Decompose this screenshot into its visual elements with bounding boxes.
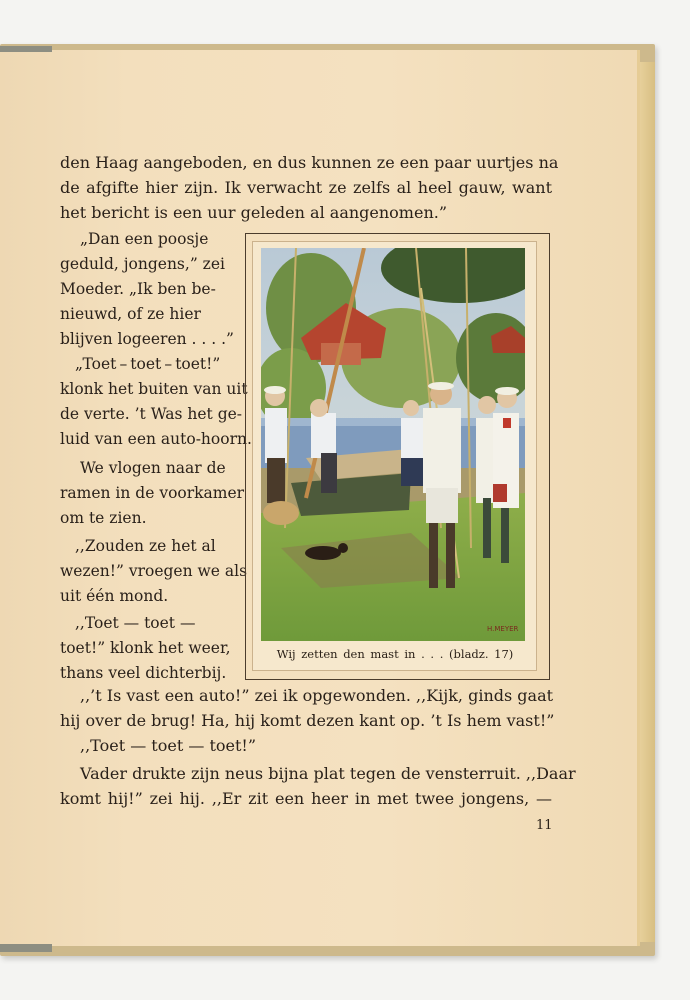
text-line: nieuwd, of ze hier bbox=[60, 305, 201, 323]
text-line: We vlogen naar de bbox=[80, 459, 226, 477]
text-line: wezen!” vroegen we als bbox=[60, 562, 248, 580]
illustration-caption: Wij zetten den mast in . . . (bladz. 17) bbox=[276, 647, 514, 661]
text-line: geduld, jongens,” zei bbox=[60, 255, 225, 273]
text-line: de afgifte hier zijn. Ik verwacht ze zelfs al heel gauw, want bbox=[60, 178, 552, 197]
text-line: Moeder. „Ik ben be- bbox=[60, 280, 216, 298]
illustration-plate bbox=[245, 233, 550, 680]
text-line: komt hij!” zei hij. ,,Er zit een heer in met twee jongens, — bbox=[60, 789, 552, 808]
text-line: om te zien. bbox=[60, 509, 147, 527]
text-line: de verte. ’t Was het ge- bbox=[60, 405, 243, 423]
text-line: ramen in de voorkamer bbox=[60, 484, 245, 502]
text-line: den Haag aangeboden, en dus kunnen ze een paar uurtjes na bbox=[60, 153, 559, 172]
page-number: 11 bbox=[536, 818, 553, 833]
text-line: ,,Toet — toet — bbox=[75, 614, 196, 632]
text-line: klonk het buiten van uit bbox=[60, 380, 248, 398]
text-line: „Toet – toet – toet!” bbox=[75, 355, 221, 373]
text-line: luid van een auto-hoorn. bbox=[60, 430, 252, 448]
illustration-signature: H.MEYER bbox=[487, 625, 519, 633]
text-line: het bericht is een uur geleden al aangenomen.” bbox=[60, 203, 448, 222]
text-line: ,,Toet — toet — toet!” bbox=[80, 736, 257, 755]
text-line: ,,’t Is vast een auto!” zei ik opgewonden. ,,Kijk, ginds gaat bbox=[80, 686, 554, 705]
text-line: uit één mond. bbox=[60, 587, 169, 605]
spine-edge-bottom bbox=[0, 944, 52, 952]
text-line: thans veel dichterbij. bbox=[60, 664, 227, 682]
text-line: Vader drukte zijn neus bijna plat tegen de vensterruit. ,,Daar bbox=[80, 764, 576, 783]
text-line: „Dan een poosje bbox=[80, 230, 209, 248]
text-line: hij over de brug! Ha, hij komt dezen kant op. ’t Is hem vast!” bbox=[60, 711, 555, 730]
spine-edge-top bbox=[0, 46, 52, 52]
illustration-boys-setting-mast bbox=[261, 248, 525, 641]
text-line: toet!” klonk het weer, bbox=[60, 639, 231, 657]
text-line: ,,Zouden ze het al bbox=[75, 537, 216, 555]
text-line: blijven logeeren . . . .” bbox=[60, 330, 234, 348]
